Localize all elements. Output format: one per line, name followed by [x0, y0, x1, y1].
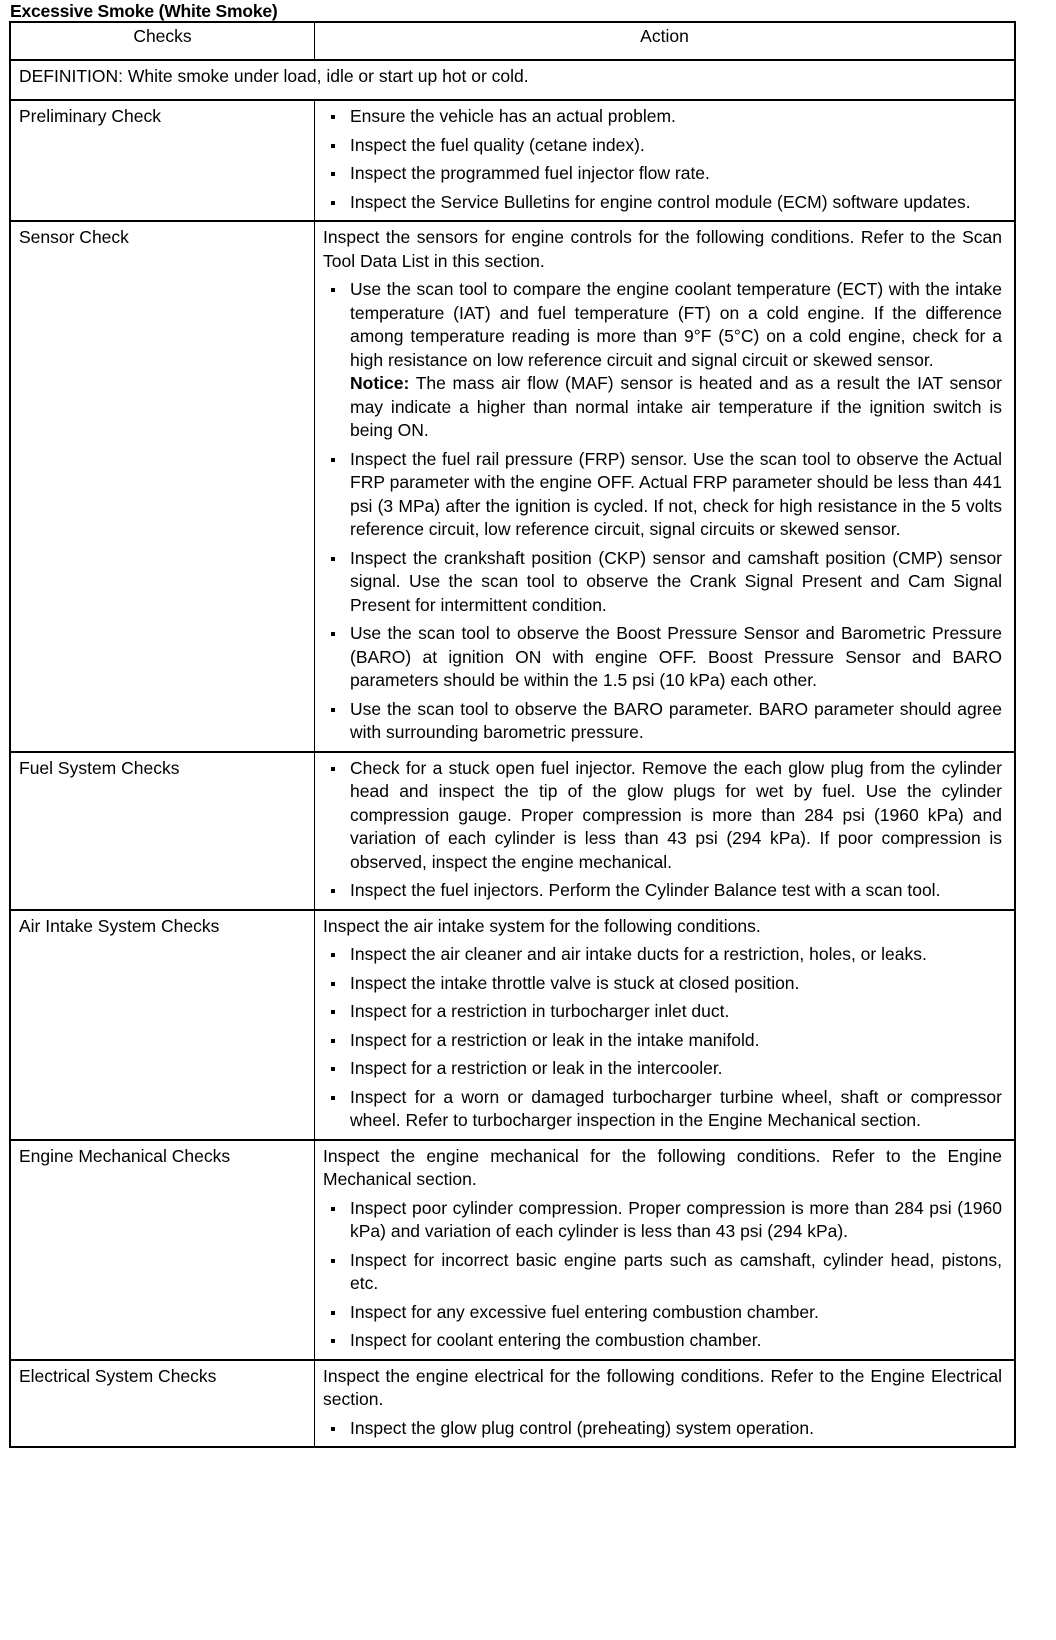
list-item	[323, 972, 1002, 996]
bullet-icon	[331, 144, 335, 148]
action-cell	[315, 1360, 1016, 1448]
list-item	[323, 757, 1002, 875]
action-intro: Inspect the air intake system for the following conditions.	[323, 915, 761, 936]
bullet-icon	[331, 889, 335, 893]
action-cell	[315, 221, 1016, 752]
list-item	[323, 134, 1002, 158]
list-item-text: Inspect for coolant entering the combustion chamber.	[350, 1330, 762, 1350]
bullet-icon	[331, 201, 335, 205]
bullet-icon	[331, 115, 335, 119]
list-item	[323, 162, 1002, 186]
check-label: Air Intake System Checks	[10, 910, 315, 1140]
list-item-text: Inspect the programmed fuel injector flow rate.	[350, 163, 710, 183]
table-row	[10, 752, 1015, 910]
list-item-text: Inspect for a restriction or leak in the intake manifold.	[350, 1029, 760, 1050]
list-item-text: Inspect the Service Bulletins for engine control module (ECM) software updates.	[350, 191, 971, 212]
bullet-icon	[331, 172, 335, 176]
action-intro: Inspect the engine mechanical for the following conditions. Refer to the Engine Mechanical section.	[323, 1145, 1002, 1189]
document-title: Excessive Smoke (White Smoke)	[10, 1, 278, 21]
action-cell	[315, 910, 1016, 1140]
list-item	[323, 1301, 1002, 1325]
list-item	[323, 1029, 1002, 1053]
list-item	[323, 879, 1002, 903]
list-item	[323, 698, 1002, 745]
bullet-icon	[331, 288, 335, 292]
list-item-text: Inspect for a restriction in turbocharger inlet duct.	[350, 1001, 730, 1021]
notice-label: Notice:	[350, 373, 410, 393]
action-list	[323, 1417, 1002, 1441]
action-intro: Inspect the sensors for engine controls for the following conditions. Refer to the Scan Tool Data List in this section.	[323, 227, 1002, 271]
check-label: Preliminary Check	[10, 100, 315, 221]
list-item	[323, 1000, 1002, 1024]
list-item	[323, 1249, 1002, 1296]
action-list	[323, 1197, 1002, 1353]
diagnostic-table	[9, 21, 1016, 1448]
bullet-icon	[331, 1207, 335, 1211]
list-item	[323, 278, 1002, 443]
action-cell	[315, 752, 1016, 910]
bullet-icon	[331, 1427, 335, 1431]
table-row	[10, 100, 1015, 221]
action-intro: Inspect the engine electrical for the following conditions. Refer to the Engine Electrical section.	[323, 1365, 1002, 1409]
list-item-text: Use the scan tool to compare the engine coolant temperature (ECT) with the intake temperature (IAT) and fuel temperature (FT) on a cold engine. If the difference among temperature reading is more than 9°F (5°C) on a cold engine, check for a high resistance on low reference circuit and signal circuit or skewed sensor.	[350, 279, 1002, 370]
list-item-text: Inspect for a restriction or leak in the intercooler.	[350, 1058, 723, 1078]
list-item	[323, 1417, 1002, 1441]
list-item	[323, 1329, 1002, 1353]
table-row	[10, 910, 1015, 1140]
list-item-text: Inspect the intake throttle valve is stuck at closed position.	[350, 972, 800, 993]
list-item-text: Inspect for incorrect basic engine parts such as camshaft, cylinder head, pistons, etc.	[350, 1249, 1002, 1293]
action-list	[323, 943, 1002, 1133]
table-header-row	[10, 22, 1015, 60]
definition-text: DEFINITION: White smoke under load, idle or start up hot or cold.	[10, 60, 1015, 100]
bullet-icon	[331, 1259, 335, 1263]
table-row	[10, 1360, 1015, 1448]
bullet-icon	[331, 1067, 335, 1071]
list-item-text: Inspect for any excessive fuel entering combustion chamber.	[350, 1301, 819, 1322]
list-item	[323, 547, 1002, 618]
table-row	[10, 221, 1015, 752]
list-item-text: Inspect the crankshaft position (CKP) sensor and camshaft position (CMP) sensor signal. Use the scan tool to observe the Crank Signal Present and Cam Signal Present for intermittent condition.	[350, 547, 1002, 615]
list-item-text: Use the scan tool to observe the Boost Pressure Sensor and Barometric Pressure (BARO) at ignition ON with engine OFF. Boost Pressure Sensor and BARO parameters should be within the 1.5 psi (10 kPa) each other.	[350, 623, 1002, 690]
list-item-text: Ensure the vehicle has an actual problem.	[350, 106, 676, 126]
check-label: Fuel System Checks	[10, 752, 315, 910]
list-item-text: Inspect the fuel injectors. Perform the Cylinder Balance test with a scan tool.	[350, 880, 941, 900]
definition-row	[10, 60, 1015, 100]
check-label: Engine Mechanical Checks	[10, 1140, 315, 1360]
list-item-text: Inspect poor cylinder compression. Proper compression is more than 284 psi (1960 kPa) and variation of each cylinder is less than 43 psi (294 kPa).	[350, 1197, 1002, 1241]
list-item	[323, 191, 1002, 215]
bullet-icon	[331, 1339, 335, 1343]
list-item	[323, 448, 1002, 542]
bullet-icon	[331, 982, 335, 986]
list-item	[323, 105, 1002, 129]
list-item	[323, 1197, 1002, 1244]
bullet-icon	[331, 953, 335, 957]
column-header-checks: Checks	[10, 22, 315, 60]
check-label: Electrical System Checks	[10, 1360, 315, 1448]
bullet-icon	[331, 1039, 335, 1043]
action-list	[323, 278, 1002, 745]
notice-text: The mass air flow (MAF) sensor is heated and as a result the IAT sensor may indicate a higher than normal intake air temperature if the ignition switch is being ON.	[350, 373, 1002, 440]
list-item	[323, 1057, 1002, 1081]
list-item-text: Inspect the glow plug control (preheating) system operation.	[350, 1417, 815, 1438]
check-label: Sensor Check	[10, 221, 315, 752]
bullet-icon	[331, 708, 335, 712]
list-item-text: Use the scan tool to observe the BARO parameter. BARO parameter should agree with surrounding barometric pressure.	[350, 698, 1002, 742]
bullet-icon	[331, 1096, 335, 1100]
list-item-text: Check for a stuck open fuel injector. Remove the each glow plug from the cylinder head and inspect the tip of the glow plugs for wet by fuel. Use the cylinder compression gauge. Proper compression is more than 284 psi (1960 kPa) and variation of each cylinder is less than 43 psi (294 kPa). If poor compression is observed, inspect the engine mechanical.	[350, 757, 1002, 872]
action-list	[323, 105, 1002, 214]
bullet-icon	[331, 767, 335, 771]
list-item-text: Inspect the fuel rail pressure (FRP) sensor. Use the scan tool to observe the Actual FRP parameter with the engine OFF. Actual FRP parameter should be less than 441 psi (3 MPa) after the ignition is cycled. If not, check for high resistance in the 5 volts reference circuit, low reference circuit, signal circuits or skewed sensor.	[350, 448, 1002, 539]
action-cell	[315, 1140, 1016, 1360]
column-header-action: Action	[315, 22, 1016, 60]
action-cell	[315, 100, 1016, 221]
bullet-icon	[331, 1010, 335, 1014]
action-list	[323, 757, 1002, 903]
bullet-icon	[331, 632, 335, 636]
table-row	[10, 1140, 1015, 1360]
list-item	[323, 1086, 1002, 1133]
bullet-icon	[331, 1311, 335, 1315]
list-item	[323, 943, 1002, 967]
bullet-icon	[331, 557, 335, 561]
list-item-text: Inspect for a worn or damaged turbocharger turbine wheel, shaft or compressor wheel. Refer to turbocharger inspection in the Engine Mechanical section.	[350, 1086, 1002, 1130]
list-item	[323, 622, 1002, 693]
bullet-icon	[331, 458, 335, 462]
list-item-text: Inspect the air cleaner and air intake ducts for a restriction, holes, or leaks.	[350, 944, 927, 964]
list-item-text: Inspect the fuel quality (cetane index).	[350, 134, 645, 155]
